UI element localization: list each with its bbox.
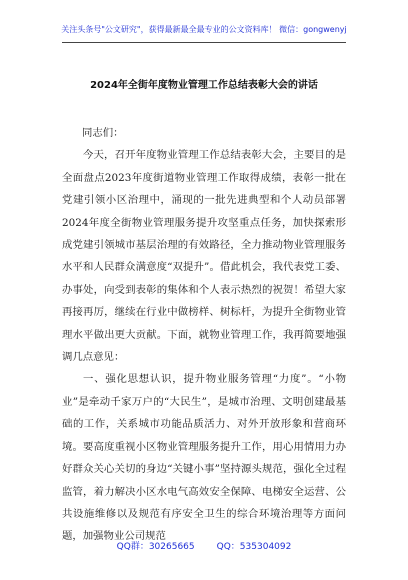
- paragraph-1: 今天，召开年度物业管理工作总结表彰大会，主要目的是全面盘点2023年度街道物业管理工作取得成绩，表彰一批在党建引领小区治理中，涌现的一批先进典型和个人动员部署2024年度全街物业管理服务提升攻坚重点任务，加快探索形成党建引领城市基层治理的有效路径，全力推动物业管理服务水平和人民群众满意度“双提升”。借此机会，我代表党工委、办事处，向受到表彰的集体和个人表示热烈的祝贺！希望大家再接再厉，继续在行业中做榜样、树标杆，为提升全街物业管理水平做出更大贡献。下面，就物业管理工作，我再简要地强调几点意见：: [62, 149, 346, 364]
- salutation: 同志们：: [82, 127, 124, 139]
- document-body: [62, 122, 346, 548]
- header-divider: [62, 42, 346, 43]
- header-banner: 关注头条号"公文研究"，获得最新最全最专业的公文资料库！ 微信：gongwenyj: [61, 25, 347, 34]
- paragraph-2: 一、强化思想认识，提升物业服务管理“力度”。“小物业”是牵动千家万户的“大民生”，是城市治理、文明创建最基础的工作，关系城市功能品质活力、对外开放形象和营商环境。要高度重视小区物业管理服务提升工作，用心用情用力办好群众关心关切的身边“关键小事”坚持源头规范，强化全过程监管，着力解决小区水电气高效安全保障、电梯安全运营、公共设施维修以及规范有序安全卫生的综合环境治理等方面问题，加强物业公司规范: [62, 373, 346, 543]
- footer-qq-group: QQ群：30265665: [116, 542, 195, 552]
- document-title: 2024年全街年度物业管理工作总结表彰大会的讲话: [90, 80, 318, 91]
- footer-qq: QQ：535304092: [216, 542, 292, 552]
- footer-contact: [0, 539, 408, 552]
